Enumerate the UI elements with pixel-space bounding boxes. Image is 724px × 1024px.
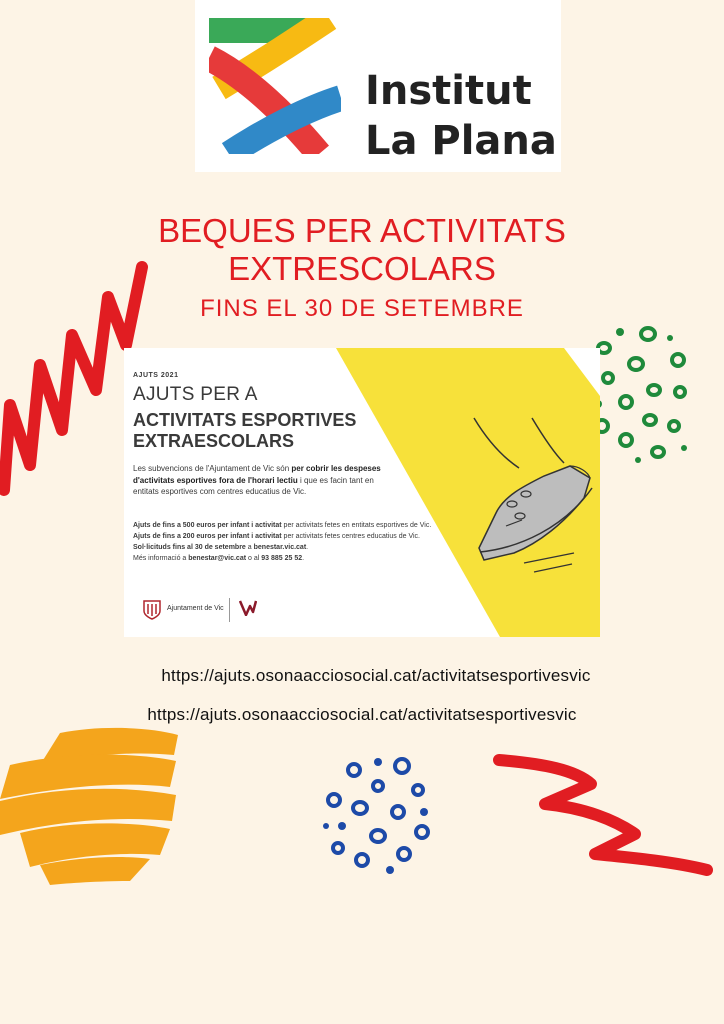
logo-line-2: La Plana xyxy=(365,118,557,164)
poster-heading-bold-line-2: EXTRAESCOLARS xyxy=(133,431,295,451)
poster-heading-bold xyxy=(133,410,393,452)
poster-intro-paragraph xyxy=(133,463,401,498)
detail-item-deadline xyxy=(133,542,453,553)
deadline-end: . xyxy=(306,544,309,551)
logo-line-1: Institut xyxy=(365,68,532,114)
institut-logo-mark-icon xyxy=(209,18,341,154)
vic-brand-logo-icon xyxy=(239,600,257,616)
poster-details-list xyxy=(133,520,453,564)
ajuntament-shield-icon xyxy=(143,600,161,620)
footer-divider xyxy=(229,598,230,622)
contact-phone: 93 885 25 52 xyxy=(261,555,303,562)
poster-heading-bold-line-1: ACTIVITATS ESPORTIVES xyxy=(133,410,357,430)
blue-dots-decoration xyxy=(318,752,438,882)
ajuntament-label: Ajuntament de Vic xyxy=(167,605,224,612)
deadline-mid: a xyxy=(245,544,254,551)
detail-item-contact xyxy=(133,553,453,564)
contact-email: benestar@vic.cat xyxy=(188,555,247,562)
contact-pre: Més informació a xyxy=(133,555,189,562)
intro-text-1: Les subvencions de l'Ajuntament de Vic són xyxy=(133,464,292,473)
red-zigzag-right-decoration xyxy=(495,750,715,880)
detail-item-200 xyxy=(133,531,453,542)
detail-item-500-rest: per activitats fetes en entitats esportives de Vic. xyxy=(281,522,432,529)
url-link-2[interactable]: https://ajuts.osonaacciosocial.cat/activitatsesportivesvic xyxy=(147,705,577,724)
detail-item-500-bold: Ajuts de fins a 500 euros per infant i activitat xyxy=(133,522,282,529)
poster-heading-light: AJUTS PER A xyxy=(133,384,258,405)
deadline-subtitle: FINS EL 30 DE SETEMBRE xyxy=(200,295,524,322)
url-link-1[interactable]: https://ajuts.osonaacciosocial.cat/activitatsesportivesvic xyxy=(161,666,591,685)
orange-brush-decoration xyxy=(0,725,180,885)
headline-line-2: EXTRESCOLARS xyxy=(228,250,496,287)
detail-item-200-bold: Ajuts de fins a 200 euros per infant i activitat xyxy=(133,533,282,540)
contact-mid: o al xyxy=(246,555,262,562)
institut-logo xyxy=(195,0,561,172)
detail-item-500 xyxy=(133,520,453,531)
headline-line-1: BEQUES PER ACTIVITATS xyxy=(158,212,566,249)
ajuts-poster-image xyxy=(124,348,600,637)
intro-text-2: i que es facin tant en entitats esportives com centres educatius de Vic. xyxy=(133,475,374,496)
poster-year-label: AJUTS 2021 xyxy=(133,372,179,379)
poster-footer-logos xyxy=(133,596,333,622)
contact-end: . xyxy=(302,555,305,562)
intro-bold: per cobrir les despeses d'activitats esportives fora de l'horari lectiu xyxy=(133,464,381,485)
green-dots-decoration xyxy=(590,320,700,470)
deadline-bold: Sol·licituds fins al 30 de setembre xyxy=(133,544,246,551)
benestar-website-link: benestar.vic.cat xyxy=(253,544,307,551)
institut-logo-text xyxy=(365,66,557,166)
detail-item-200-rest: per activitats fetes centres educatius de Vic. xyxy=(281,533,420,540)
